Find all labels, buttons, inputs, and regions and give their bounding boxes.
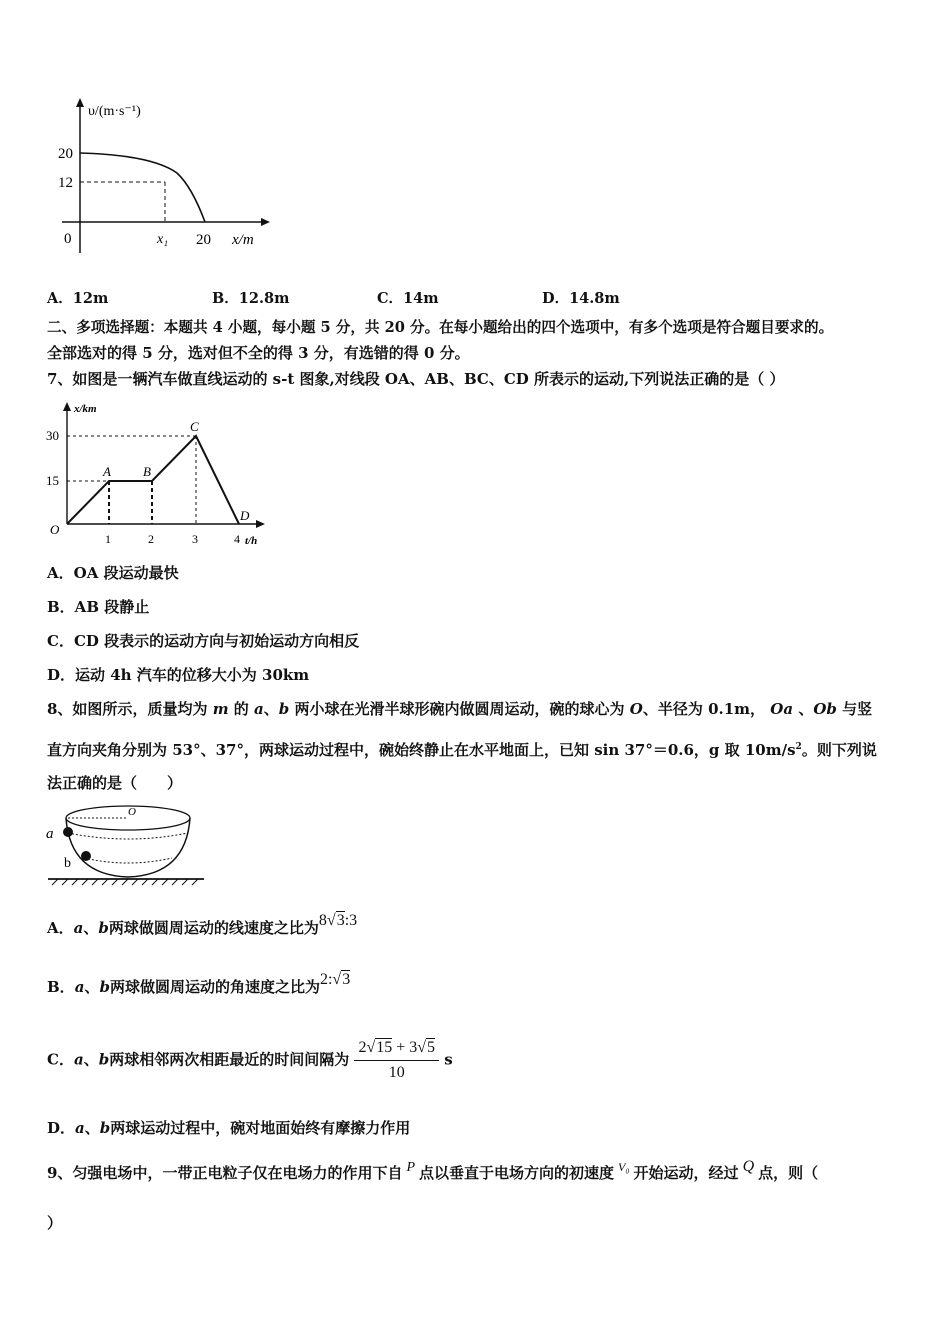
q7-tick-15: 15 [46,473,59,488]
q6-option-b[interactable]: B．12.8m [212,290,290,307]
q8-ball-a [63,827,73,837]
q8-option-c[interactable]: C．a、b两球相邻两次相距最近的时间间隔为 $\frac{2√15 + 3√5}{10}$ s [47,1039,453,1081]
q8-orbit-a [68,833,188,839]
q8-bowl-figure [44,800,209,890]
q7-option-d[interactable]: D．运动 4h 汽车的位移大小为 30km [47,666,310,684]
q6-tick-20: 20 [58,146,73,162]
q7-point-d: D [240,508,250,523]
q8-orbit-b [84,858,172,863]
q8-fig-b: b [64,856,71,871]
q7-origin: O [50,522,60,537]
q6-option-d[interactable]: D．14.8m [542,290,620,307]
q7-tick-30: 30 [46,428,59,443]
q9-stem-line2: ） [47,1214,63,1232]
q7-point-a: A [103,464,111,479]
q6-tick-x20: 20 [196,232,211,248]
q8-option-d[interactable]: D．a、b两球运动过程中，碗对地面始终有摩擦力作用 [47,1119,411,1137]
q7-tick-4: 4 [234,532,240,546]
q6-x-arrow [261,218,270,226]
q7-st-graph [44,398,269,553]
q7-stem: 7、如图是一辆汽车做直线运动的 s-t 图象,对线段 OA、AB、BC、CD 所表示的运动,下列说法正确的是（ ） [47,370,785,388]
q8-ball-b [81,851,91,861]
q7-tick-2: 2 [148,532,154,546]
q8-stem-line3: 法正确的是（ ） [47,774,183,792]
q6-x-label: x/m [232,232,254,248]
q6-option-c[interactable]: C．14m [377,290,439,307]
q7-option-b[interactable]: B．AB 段静止 [47,598,150,616]
q8-option-a[interactable]: A．a、b两球做圆周运动的线速度之比为8√3:3 [47,912,358,937]
q7-option-c[interactable]: C．CD 段表示的运动方向与初始运动方向相反 [47,632,360,650]
section2-line1: 二、多项选择题：本题共 4 小题，每小题 5 分，共 20 分。在每小题给出的四个选项中，有多个选项是符合题目要求的。 [47,319,834,336]
q6-tick-x1: x₁ [157,232,169,247]
q7-option-a[interactable]: A．OA 段运动最快 [47,564,179,582]
q7-x-label: t/h [245,535,258,547]
q7-tick-3: 3 [192,532,198,546]
q6-velocity-graph [52,95,277,260]
q9-stem-line1: 9、匀强电场中，一带正电粒子仅在电场力的作用下自 P 点以垂直于电场方向的初速度 $^{V_0}$ 开始运动，经过 Q 点，则（ [47,1158,819,1182]
q7-point-b: B [143,464,151,479]
q8-stem-line1: 8、如图所示，质量均为 m 的 a、b 两小球在光滑半球形碗内做圆周运动，碗的球心为 O、半径为 0.1m， Oa 、Ob 与竖 [47,700,873,718]
q8-stem-line2: 直方向夹角分别为 53°、37°，两球运动过程中，碗始终静止在水平地面上，已知 sin 37°＝0.6，g 取 $10m/s^2$。则下列说 [47,741,877,759]
q8-option-b[interactable]: B．a、b两球做圆周运动的角速度之比为2:√3 [47,971,351,996]
q6-curve [80,153,205,222]
q8-ground-hatch [52,879,198,885]
q6-origin: 0 [64,231,72,247]
q7-tick-1: 1 [105,532,111,546]
q7-y-arrow [63,402,71,411]
q6-tick-12: 12 [58,175,73,191]
q6-option-a[interactable]: A．12m [47,290,109,307]
q8-fig-a: a [46,826,54,842]
q6-y-arrow [76,98,84,107]
q7-point-c: C [190,419,199,434]
q8-fig-o: O [128,806,136,818]
q6-y-label: υ/(m·s⁻¹) [88,104,141,119]
section2-line2: 全部选对的得 5 分，选对但不全的得 3 分，有选错的得 0 分。 [47,344,470,362]
q8-option-c-fraction: $\frac{2√15 + 3√5}{10}$ [354,1038,439,1083]
q7-x-arrow [256,520,265,528]
q7-y-label: x/km [74,403,97,415]
